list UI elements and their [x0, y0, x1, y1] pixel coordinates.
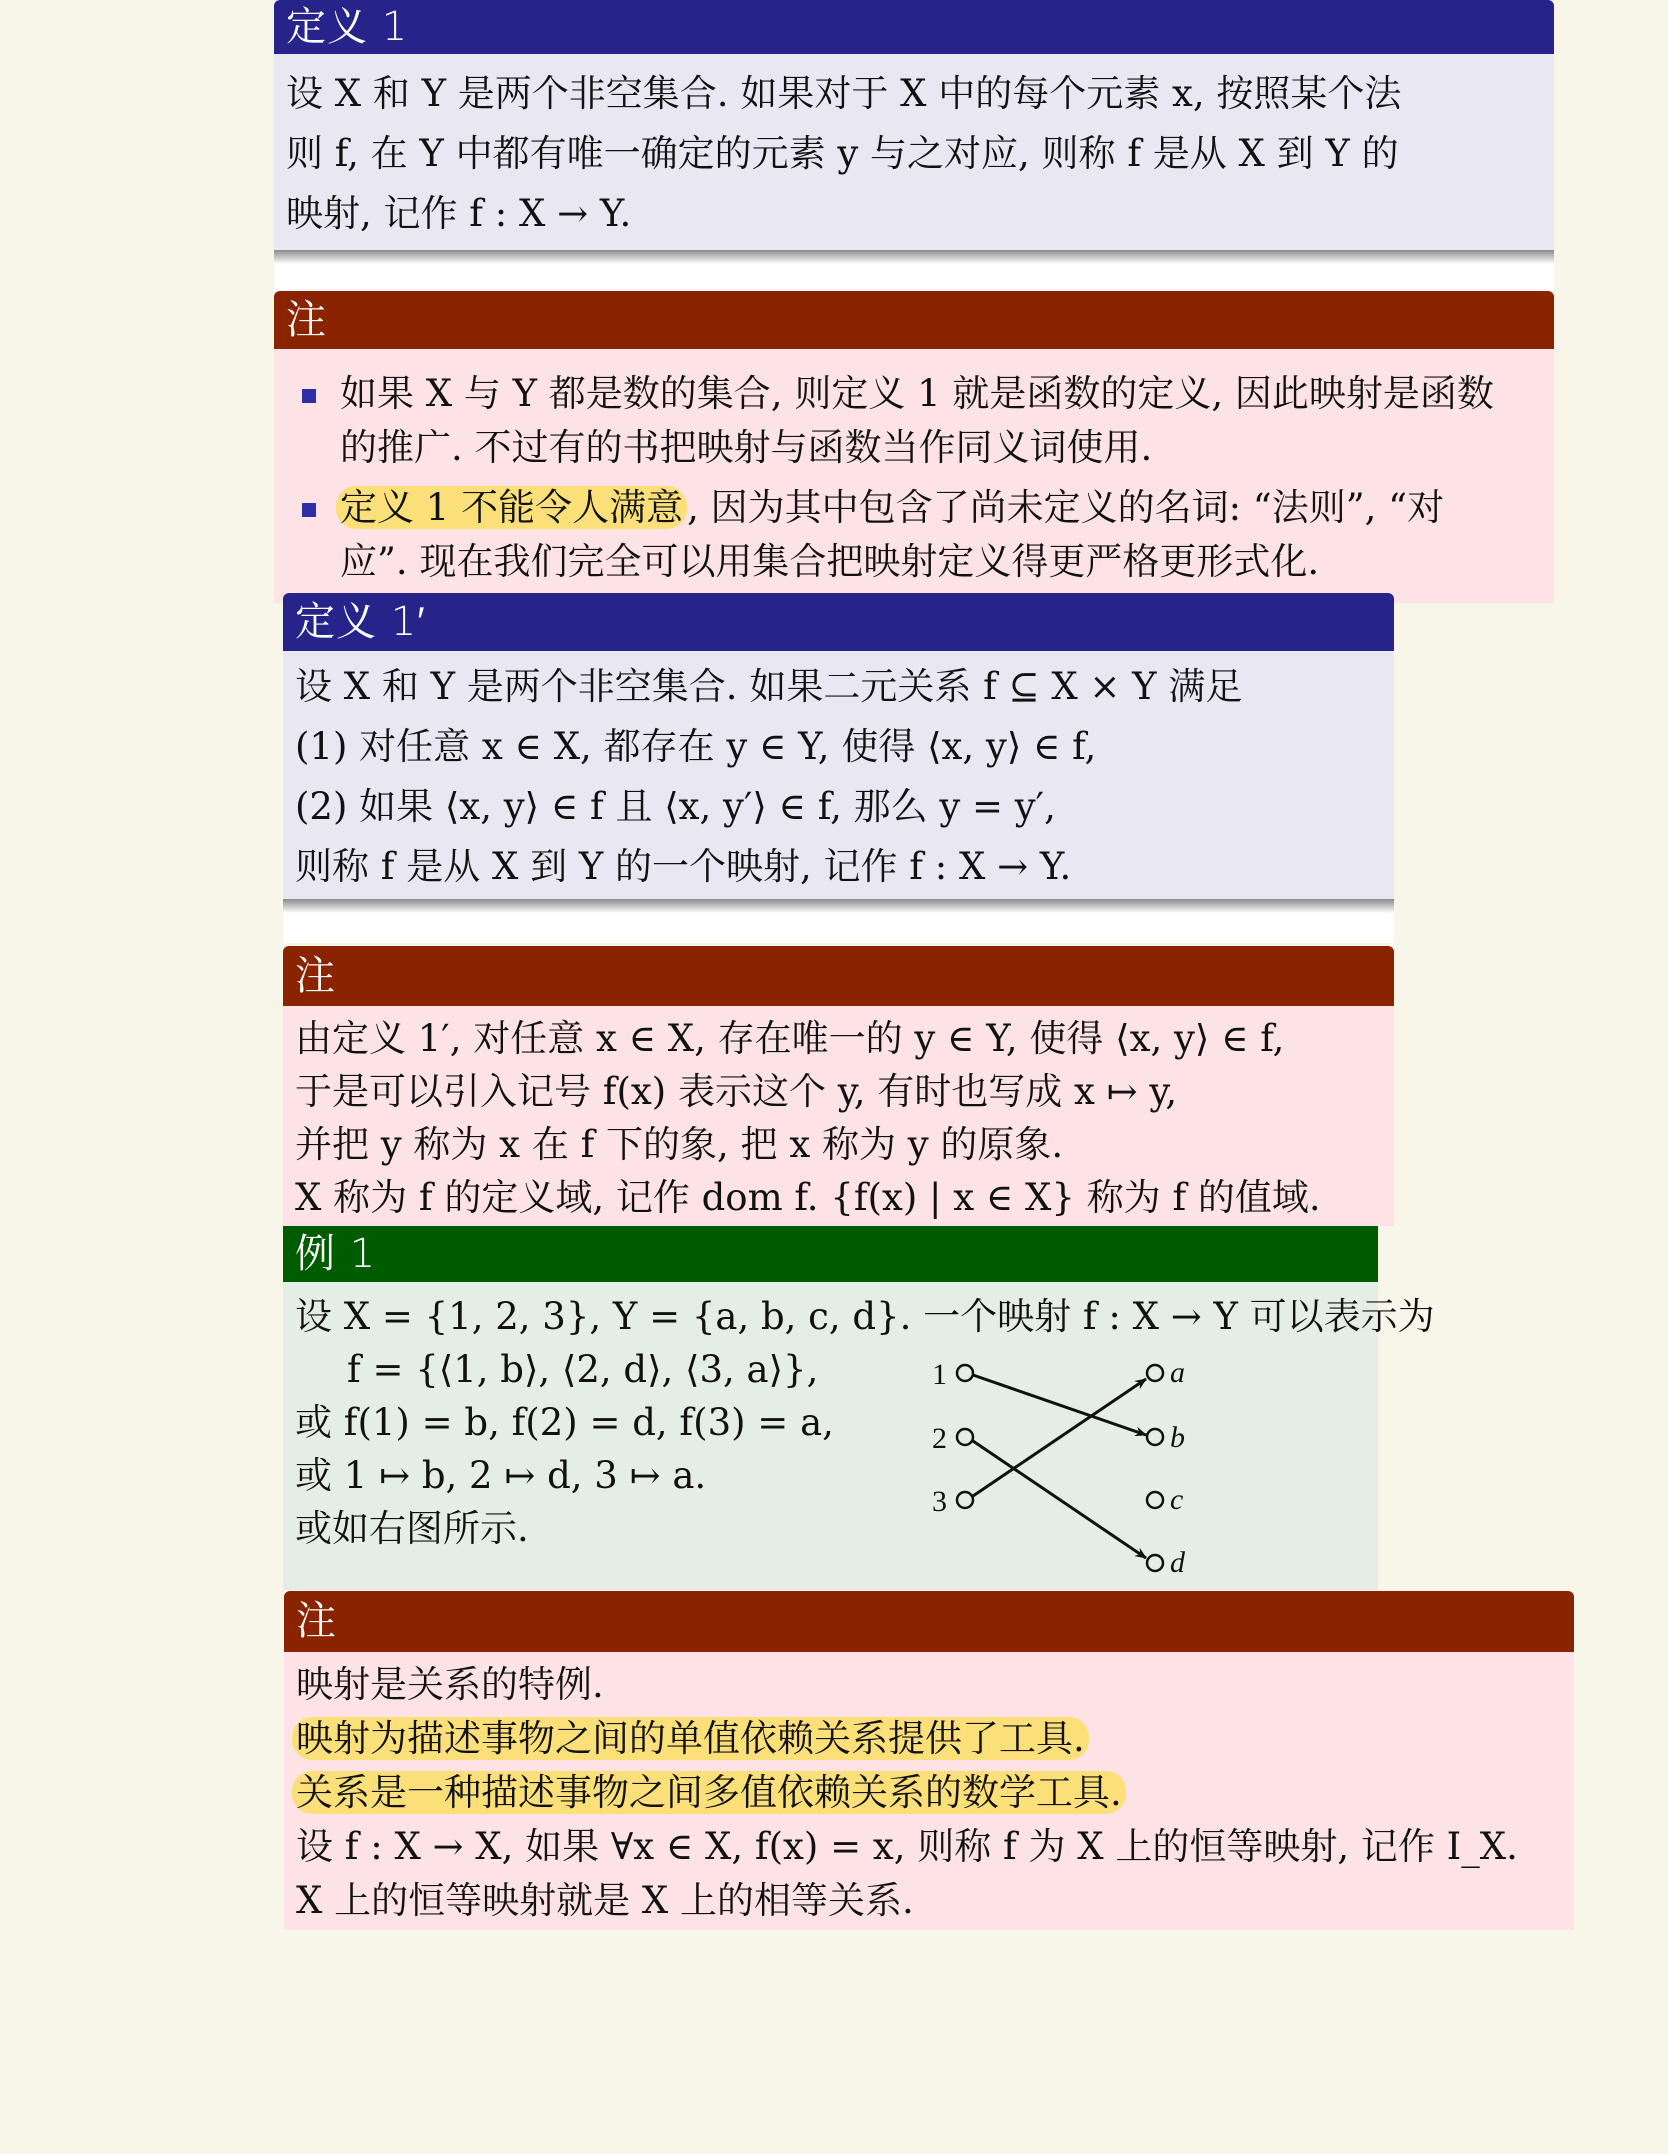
node-b-icon — [1147, 1429, 1163, 1445]
node-2-icon — [957, 1429, 973, 1445]
highlighted-text: 关系是一种描述事物之间多值依赖关系的数学工具. — [292, 1771, 1126, 1814]
note-1-item-text: , 因为其中包含了尚未定义的名词: “法则”, “对应”. 现在我们完全可以用集合把映射定义得更严格更形式化. — [340, 486, 1445, 583]
example-1-line: 设 X = {1, 2, 3}, Y = {a, b, c, d}. 一个映射 f : X → Y 可以表示为 — [295, 1295, 1435, 1338]
bullet-square-icon — [302, 503, 316, 517]
arrow-3-to-a — [973, 1379, 1146, 1496]
example-1-line: f = {⟨1, b⟩, ⟨2, d⟩, ⟨3, a⟩}, — [347, 1348, 819, 1391]
note-3-line: 设 f : X → X, 如果 ∀x ∈ X, f(x) = x, 则称 f 为 X 上的恒等映射, 记作 I_X. — [296, 1825, 1518, 1868]
example-1-title: 例 1 — [283, 1226, 1378, 1282]
note-1-block — [274, 291, 1554, 603]
domain-nodes — [957, 1365, 1163, 1571]
bullet-square-icon — [302, 389, 316, 403]
node-c-icon — [1147, 1492, 1163, 1508]
definition-1-line: 映射, 记作 f : X → Y. — [286, 192, 632, 235]
definition-1-prime-block — [283, 593, 1394, 943]
note-1-body — [274, 349, 1554, 603]
definition-1-block — [274, 0, 1554, 295]
arrow-2-to-d — [973, 1441, 1146, 1558]
label-3: 3 — [932, 1485, 947, 1518]
definition-1-line: 设 X 和 Y 是两个非空集合. 如果对于 X 中的每个元素 x, 按照某个法 — [286, 72, 1402, 115]
label-b: b — [1170, 1421, 1185, 1454]
note-1-item-text: 如果 X 与 Y 都是数的集合, 则定义 1 就是函数的定义, 因此映射是函数的推广. 不过有的书把映射与函数当作同义词使用. — [340, 372, 1494, 469]
definition-1-body — [274, 54, 1554, 250]
note-2-line: X 称为 f 的定义域, 记作 dom f. {f(x) | x ∈ X} 称为 f 的值域. — [295, 1176, 1321, 1219]
label-d: d — [1170, 1546, 1185, 1579]
definition-1-title: 定义 1 — [274, 0, 1554, 54]
note-3-body — [284, 1652, 1574, 1930]
highlighted-text: 映射为描述事物之间的单值依赖关系提供了工具. — [292, 1717, 1089, 1760]
note-3-line: 映射是关系的特例. — [296, 1663, 604, 1706]
definition-1-prime-gap — [283, 913, 1394, 943]
definition-1-prime-title: 定义 1′ — [283, 593, 1394, 651]
note-2-block — [283, 946, 1394, 1226]
arrow-1-to-b — [973, 1375, 1146, 1435]
note-2-line: 并把 y 称为 x 在 f 下的象, 把 x 称为 y 的原象. — [295, 1123, 1064, 1166]
note-1-item — [340, 367, 1510, 475]
definition-1-shadow — [274, 250, 1554, 264]
note-3-line: X 上的恒等映射就是 X 上的相等关系. — [296, 1879, 914, 1922]
definition-1-prime-shadow — [283, 899, 1394, 913]
label-c: c — [1170, 1483, 1184, 1516]
example-1-line: 或 1 ↦ b, 2 ↦ d, 3 ↦ a. — [295, 1454, 707, 1497]
definition-1-prime-line: (2) 如果 ⟨x, y⟩ ∈ f 且 ⟨x, y′⟩ ∈ f, 那么 y = y′, — [295, 785, 1056, 828]
definition-1-prime-line: 设 X 和 Y 是两个非空集合. 如果二元关系 f ⊆ X × Y 满足 — [295, 665, 1243, 708]
label-a: a — [1170, 1356, 1185, 1389]
node-3-icon — [957, 1492, 973, 1508]
label-1: 1 — [932, 1358, 947, 1391]
note-3-block — [284, 1591, 1574, 1930]
mapping-diagram — [900, 1340, 1220, 1590]
note-2-line: 由定义 1′, 对任意 x ∈ X, 存在唯一的 y ∈ Y, 使得 ⟨x, y⟩ ∈ f, — [295, 1017, 1285, 1060]
node-1-icon — [957, 1365, 973, 1381]
definition-1-line: 则 f, 在 Y 中都有唯一确定的元素 y 与之对应, 则称 f 是从 X 到 Y 的 — [286, 132, 1399, 175]
note-2-body — [283, 1006, 1394, 1226]
note-1-list — [286, 367, 1510, 589]
highlighted-text: 定义 1 不能令人满意 — [336, 486, 687, 529]
note-3-title: 注 — [284, 1591, 1574, 1652]
note-1-item — [340, 481, 1510, 589]
label-2: 2 — [932, 1422, 947, 1455]
note-2-line: 于是可以引入记号 f(x) 表示这个 y, 有时也写成 x ↦ y, — [295, 1070, 1178, 1113]
definition-1-prime-body — [283, 651, 1394, 899]
example-1-line: 或 f(1) = b, f(2) = d, f(3) = a, — [295, 1401, 834, 1444]
note-1-title: 注 — [274, 291, 1554, 349]
definition-1-prime-line: (1) 对任意 x ∈ X, 都存在 y ∈ Y, 使得 ⟨x, y⟩ ∈ f, — [295, 725, 1097, 768]
node-d-icon — [1147, 1555, 1163, 1571]
mapping-arrows — [973, 1375, 1146, 1558]
definition-1-prime-line: 则称 f 是从 X 到 Y 的一个映射, 记作 f : X → Y. — [295, 845, 1072, 888]
example-1-line: 或如右图所示. — [295, 1507, 529, 1550]
note-2-title: 注 — [283, 946, 1394, 1006]
node-a-icon — [1147, 1365, 1163, 1381]
